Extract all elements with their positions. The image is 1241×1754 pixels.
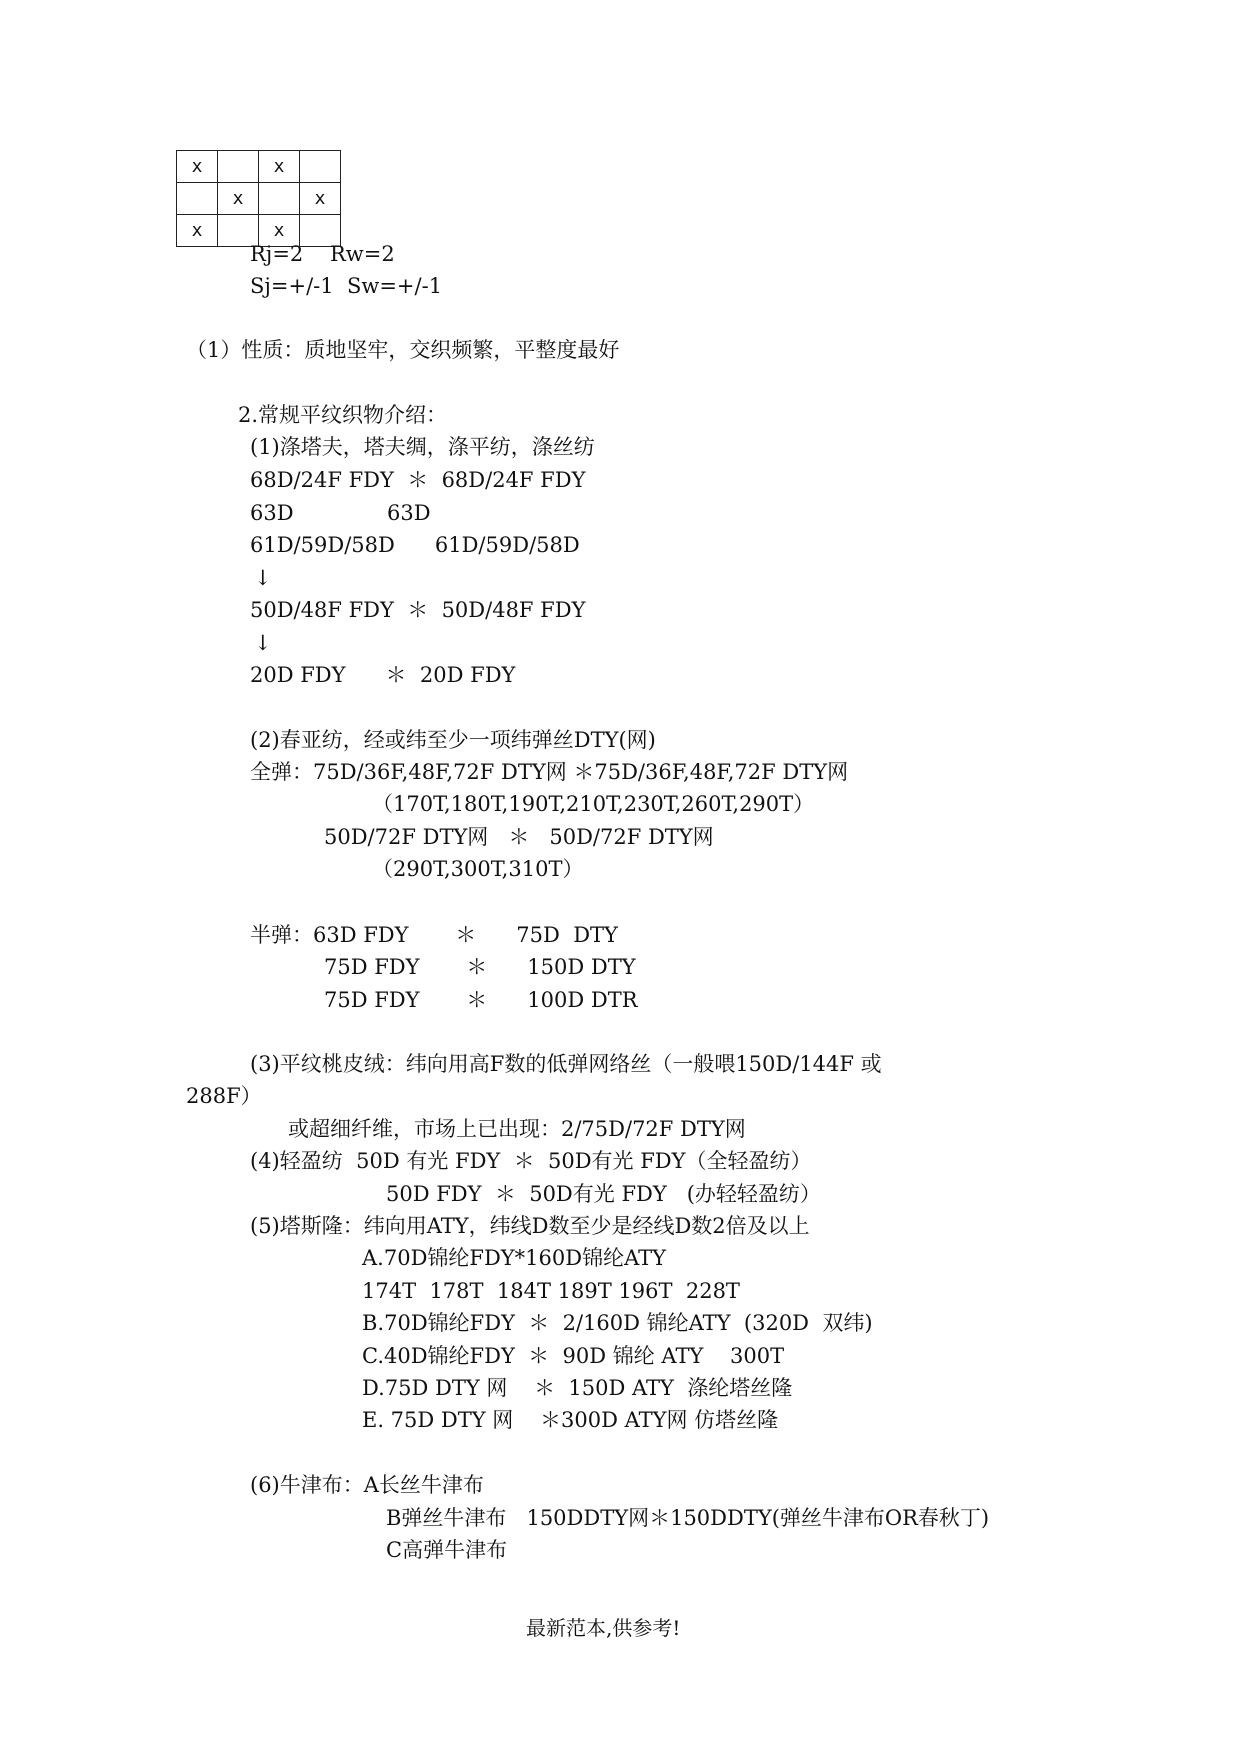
text-line: 50D FDY ＊ 50D有光 FDY (办轻轻盈纺） — [386, 1182, 821, 1206]
text-line: 50D/72F DTY网 ＊ 50D/72F DTY网 — [324, 825, 714, 849]
weave-cell: x — [259, 215, 300, 247]
text-line: （1）性质：质地坚牢，交织频繁，平整度最好 — [186, 338, 620, 362]
weave-cell: x — [218, 183, 259, 215]
text-line: 20D FDY ＊ 20D FDY — [250, 663, 516, 687]
text-line: （170T,180T,190T,210T,230T,260T,290T） — [372, 792, 815, 816]
text-line: 半弹：63D FDY ＊ 75D DTY — [250, 923, 618, 947]
weave-cell — [177, 183, 218, 215]
weave-diagram — [176, 150, 341, 247]
text-line: 75D FDY ＊ 100D DTR — [324, 988, 638, 1012]
text-line: 或超细纤维，市场上已出现：2/75D/72F DTY网 — [288, 1117, 746, 1141]
text-line: 50D/48F FDY ＊ 50D/48F FDY — [250, 598, 586, 622]
weave-cell: x — [300, 183, 341, 215]
weave-cell: x — [259, 151, 300, 183]
text-line: (2)春亚纺，经或纬至少一项纬弹丝DTY(网) — [250, 728, 656, 752]
weave-cell: x — [177, 215, 218, 247]
text-line: A.70D锦纶FDY*160D锦纶ATY — [362, 1246, 666, 1270]
text-line: ↓ — [254, 631, 272, 655]
text-line: (5)塔斯隆：纬向用ATY，纬线D数至少是经线D数2倍及以上 — [250, 1214, 810, 1238]
text-line: (4)轻盈纺 50D 有光 FDY ＊ 50D有光 FDY（全轻盈纺） — [250, 1149, 812, 1173]
text-line: B.70D锦纶FDY ＊ 2/160D 锦纶ATY (320D 双纬) — [362, 1311, 873, 1335]
text-line: (6)牛津布：A长丝牛津布 — [250, 1473, 484, 1497]
weave-cell — [300, 151, 341, 183]
text-line: 2.常规平纹织物介绍： — [238, 403, 448, 427]
text-line: 68D/24F FDY ＊ 68D/24F FDY — [250, 468, 586, 492]
text-line: B弹丝牛津布 150DDTY网＊150DDTY(弹丝牛津布OR春秋丁) — [386, 1506, 990, 1530]
text-line: 63D 63D — [250, 501, 431, 525]
weave-cell: x — [177, 151, 218, 183]
weave-row — [177, 151, 341, 183]
text-line: 全弹：75D/36F,48F,72F DTY网 ＊75D/36F,48F,72F DTY网 — [250, 760, 849, 784]
page-footer: 最新范本,供参考! — [526, 1616, 681, 1640]
text-line: (1)涤塔夫，塔夫绸，涤平纺，涤丝纺 — [250, 435, 595, 459]
text-line: 75D FDY ＊ 150D DTY — [324, 955, 636, 979]
text-line: Rj=2 Rw=2 — [250, 242, 395, 266]
weave-row — [177, 183, 341, 215]
text-line: (3)平纹桃皮绒：纬向用高F数的低弹网络丝（一般喂150D/144F 或 — [250, 1052, 882, 1076]
weave-cell — [218, 151, 259, 183]
text-line: ↓ — [254, 566, 272, 590]
text-line: 288F） — [186, 1084, 262, 1108]
text-line: C高弹牛津布 — [386, 1538, 508, 1562]
text-line: E. 75D DTY 网 ＊300D ATY网 仿塔丝隆 — [362, 1408, 779, 1432]
text-line: （290T,300T,310T） — [372, 857, 584, 881]
text-line: 61D/59D/58D 61D/59D/58D — [250, 533, 580, 557]
text-line: C.40D锦纶FDY ＊ 90D 锦纶 ATY 300T — [362, 1344, 785, 1368]
text-line: Sj=+/-1 Sw=+/-1 — [250, 274, 443, 298]
text-line: 174T 178T 184T 189T 196T 228T — [362, 1279, 740, 1303]
weave-cell — [259, 183, 300, 215]
text-line: D.75D DTY 网 ＊ 150D ATY 涤纶塔丝隆 — [362, 1376, 793, 1400]
